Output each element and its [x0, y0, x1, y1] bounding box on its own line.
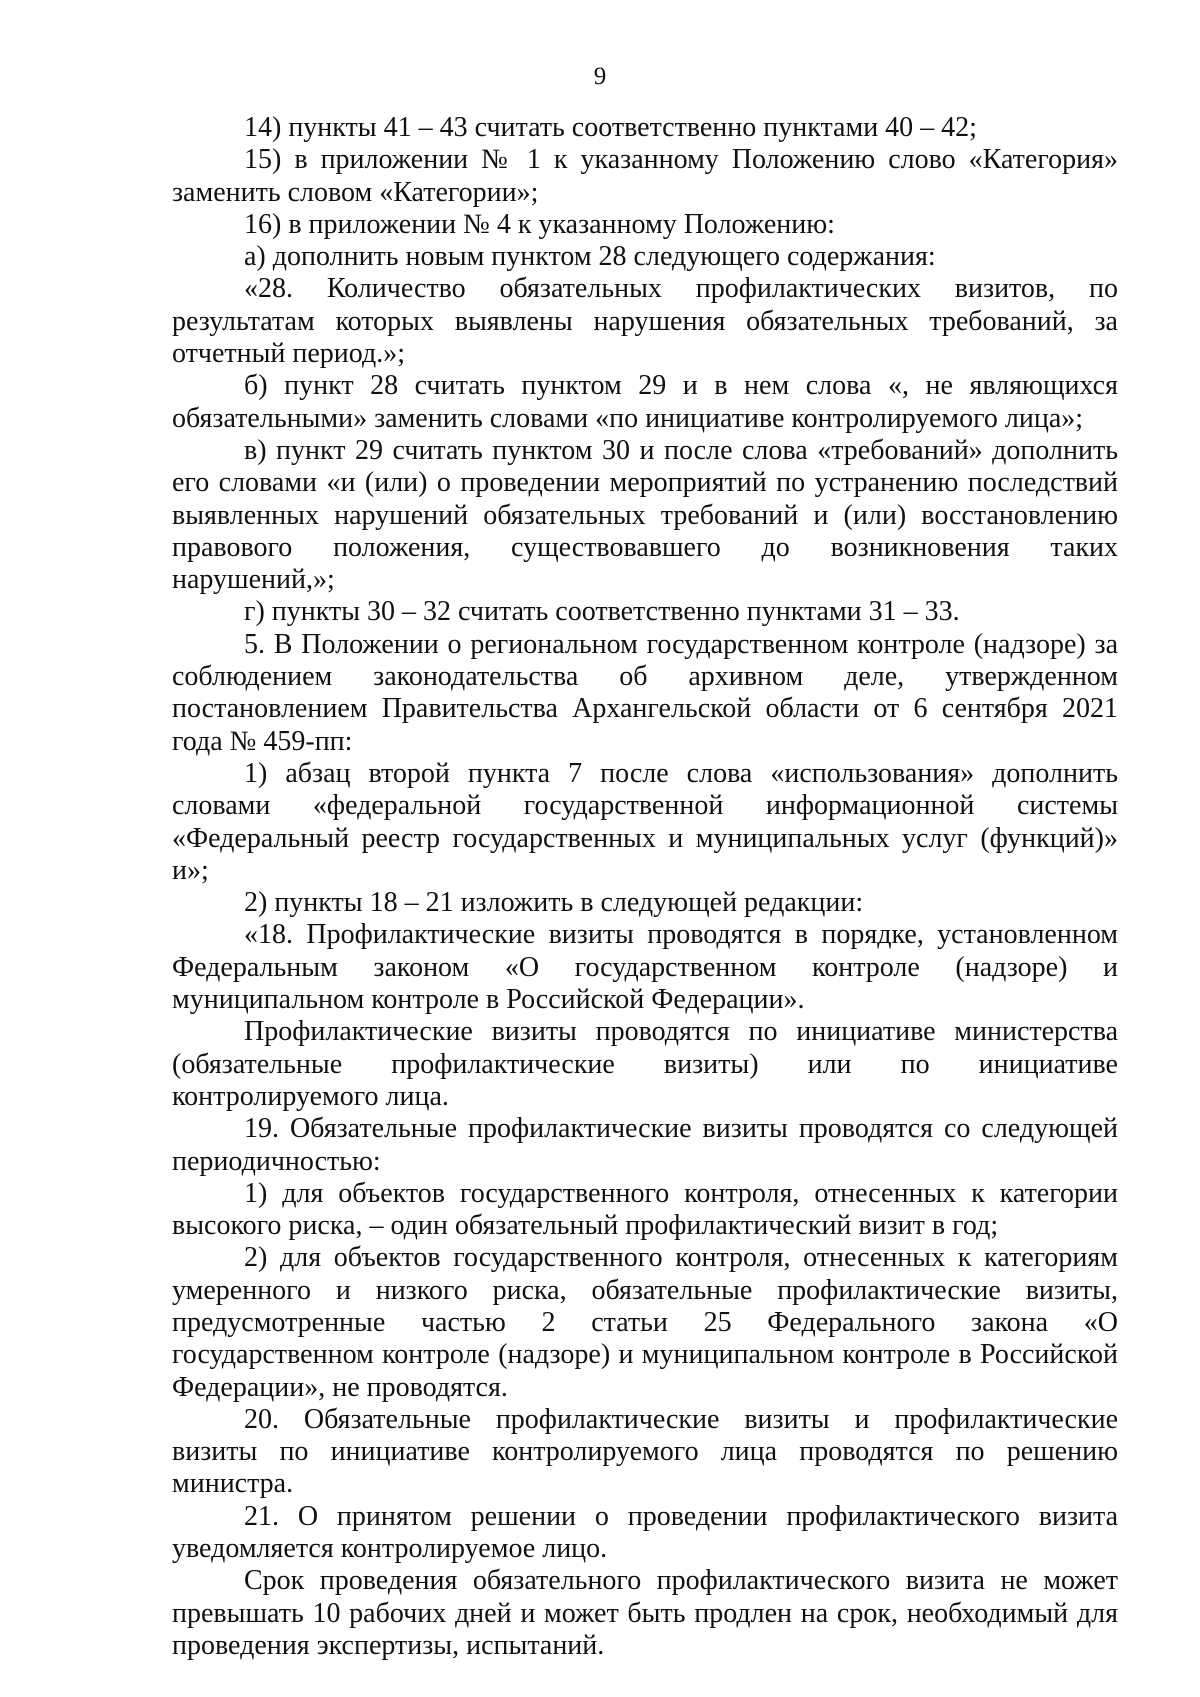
paragraph: 19. Обязательные профилактические визиты проводятся со следующей периодичностью:: [172, 1113, 1118, 1177]
page-number: 9: [593, 63, 607, 90]
paragraph: Срок проведения обязательного профилактического визита не может превышать 10 рабочих дней и может быть продлен на срок, необходимый для проведения экспертизы, испытаний.: [172, 1565, 1118, 1661]
paragraph: 21. О принятом решении о проведении профилактического визита уведомляется контролируемое лицо.: [172, 1500, 1118, 1565]
paragraph: 14) пункты 41 – 43 считать соответственно пунктами 40 – 42;: [244, 112, 977, 143]
paragraph: а) дополнить новым пунктом 28 следующего содержания:: [244, 241, 936, 273]
paragraph: 1) абзац второй пункта 7 после слова «использования» дополнить словами «федеральной государственной информационной системы «Федеральный реестр государственных и муниципальных услуг (функций)» и»;: [172, 757, 1118, 886]
paragraph: 20. Обязательные профилактические визиты и профилактические визиты по инициативе контролируемого лица проводятся по решению министра.: [172, 1403, 1118, 1500]
paragraph: 16) в приложении № 4 к указанному Положению:: [244, 208, 835, 240]
paragraph: Профилактические визиты проводятся по инициативе министерства (обязательные профилактические визиты) или по инициативе контролируемого лица.: [172, 1016, 1118, 1112]
paragraph: 5. В Положении о региональном государственном контроле (надзоре) за соблюдением законодательства об архивном деле, утвержденном постановлением Правительства Архангельской области от 6 сентября 2021 года № 459-пп:: [172, 628, 1118, 757]
paragraph: в) пункт 29 считать пунктом 30 и после слова «требований» дополнить его словами «и (или) о проведении мероприятий по устранению последствий выявленных нарушений обязательных требований и (или) восстановлению правового положения, существовавшего до возникновения таких нарушений,»;: [172, 434, 1118, 596]
paragraph: б) пункт 28 считать пунктом 29 и в нем слова «, не являющихся обязательными» заменить словами «по инициативе контролируемого лица»;: [172, 370, 1118, 434]
paragraph: г) пункты 30 – 32 считать соответственно пунктами 31 – 33.: [244, 596, 960, 628]
paragraph: 2) пункты 18 – 21 изложить в следующей редакции:: [244, 887, 864, 919]
document-body: [172, 112, 1118, 1662]
paragraph: 15) в приложении № 1 к указанному Положению слово «Категория» заменить словом «Категории»;: [172, 144, 1118, 208]
paragraph: 1) для объектов государственного контроля, отнесенных к категории высокого риска, – один обязательный профилактический визит в год;: [172, 1177, 1118, 1242]
paragraph: «18. Профилактические визиты проводятся в порядке, установленном Федеральным законом «О государственном контроле (надзоре) и муниципальном контроле в Российской Федерации».: [172, 919, 1118, 1016]
paragraph: «28. Количество обязательных профилактических визитов, по результатам которых выявлены нарушения обязательных требований, за отчетный период.»;: [172, 273, 1118, 370]
paragraph: 2) для объектов государственного контроля, отнесенных к категориям умеренного и низкого риска, обязательные профилактические визиты, предусмотренные частью 2 статьи 25 Федерального закона «О государственном контроле (надзоре) и муниципальном контроле в Российской Федерации», не проводятся.: [172, 1242, 1118, 1403]
